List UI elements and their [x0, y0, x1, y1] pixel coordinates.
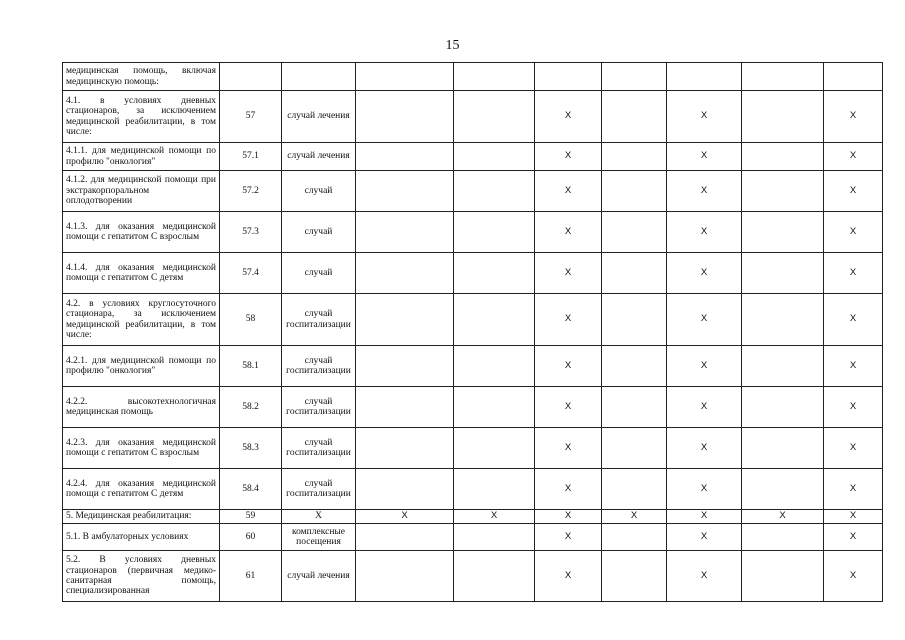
value-cell: X [824, 524, 883, 551]
value-cell [454, 387, 535, 428]
value-cell [454, 428, 535, 469]
value-cell: X [667, 91, 742, 143]
row-number-cell: 57.2 [220, 171, 282, 212]
value-cell [356, 346, 454, 387]
row-name-cell: 5.2. В условиях дневных стационаров (первичная медико-санитарная помощь, специализированная [63, 551, 220, 602]
row-unit-cell: случай лечения [282, 143, 356, 171]
row-unit-cell: случай госпитализации [282, 294, 356, 346]
value-cell [742, 524, 824, 551]
value-cell: X [824, 346, 883, 387]
value-cell: X [535, 524, 602, 551]
value-cell: X [667, 143, 742, 171]
value-cell: X [824, 171, 883, 212]
table-row [63, 428, 883, 469]
value-cell: X [667, 551, 742, 602]
value-cell: X [824, 510, 883, 524]
row-number-cell: 58.1 [220, 346, 282, 387]
value-cell: X [824, 143, 883, 171]
value-cell [454, 346, 535, 387]
row-name-cell: 5. Медицинская реабилитация: [63, 510, 220, 524]
value-cell [356, 551, 454, 602]
value-cell [742, 387, 824, 428]
row-name-cell: 4.2.4. для оказания медицинской помощи с гепатитом С детям [63, 469, 220, 510]
row-number-cell: 60 [220, 524, 282, 551]
value-cell [356, 428, 454, 469]
row-name-cell: 4.1.2. для медицинской помощи при экстракорпоральном оплодотворении [63, 171, 220, 212]
value-cell [742, 253, 824, 294]
value-cell [356, 469, 454, 510]
row-number-cell: 58.3 [220, 428, 282, 469]
row-number-cell: 57 [220, 91, 282, 143]
value-cell: X [667, 294, 742, 346]
value-cell [742, 212, 824, 253]
value-cell [454, 524, 535, 551]
value-cell [602, 469, 667, 510]
table-row [63, 524, 883, 551]
value-cell: X [667, 346, 742, 387]
table-row [63, 171, 883, 212]
row-name-cell: 4.2.1. для медицинской помощи по профилю "онкология" [63, 346, 220, 387]
value-cell [356, 143, 454, 171]
row-unit-cell: случай [282, 212, 356, 253]
row-number-cell: 58.4 [220, 469, 282, 510]
table-row [63, 63, 883, 91]
value-cell: X [667, 524, 742, 551]
value-cell [356, 91, 454, 143]
row-name-cell: 4.1.3. для оказания медицинской помощи с гепатитом С взрослым [63, 212, 220, 253]
value-cell: X [535, 551, 602, 602]
row-number-cell: 58.2 [220, 387, 282, 428]
value-cell [602, 524, 667, 551]
value-cell [742, 63, 824, 91]
value-cell: X [356, 510, 454, 524]
value-cell [356, 294, 454, 346]
value-cell [454, 253, 535, 294]
value-cell: X [824, 428, 883, 469]
value-cell [602, 551, 667, 602]
value-cell: X [667, 428, 742, 469]
value-cell: X [667, 253, 742, 294]
value-cell: X [535, 253, 602, 294]
value-cell: X [824, 91, 883, 143]
value-cell [356, 212, 454, 253]
table-row [63, 253, 883, 294]
value-cell: X [535, 143, 602, 171]
row-number-cell: 57.1 [220, 143, 282, 171]
row-unit-cell: случай лечения [282, 91, 356, 143]
value-cell [602, 91, 667, 143]
value-cell [742, 346, 824, 387]
row-number-cell: 58 [220, 294, 282, 346]
value-cell: X [824, 387, 883, 428]
value-cell: X [667, 469, 742, 510]
table-row [63, 346, 883, 387]
value-cell [356, 63, 454, 91]
value-cell [454, 294, 535, 346]
row-number-cell: 57.3 [220, 212, 282, 253]
value-cell [602, 253, 667, 294]
page-number: 15 [445, 38, 460, 53]
value-cell: X [535, 387, 602, 428]
value-cell: X [824, 212, 883, 253]
value-cell [454, 171, 535, 212]
value-cell: X [535, 294, 602, 346]
value-cell [454, 63, 535, 91]
row-name-cell: 4.1. в условиях дневных стационаров, за исключением медицинской реабилитации, в том числе: [63, 91, 220, 143]
row-name-cell: 4.2. в условиях круглосуточного стационара, за исключением медицинской реабилитации, в том числе: [63, 294, 220, 346]
value-cell [742, 91, 824, 143]
row-number-cell [220, 63, 282, 91]
value-cell: X [824, 253, 883, 294]
value-cell [535, 63, 602, 91]
row-unit-cell: случай [282, 253, 356, 294]
value-cell [602, 171, 667, 212]
value-cell [602, 387, 667, 428]
row-name-cell: 4.2.3. для оказания медицинской помощи с гепатитом С взрослым [63, 428, 220, 469]
value-cell [356, 171, 454, 212]
value-cell: X [535, 212, 602, 253]
value-cell: X [454, 510, 535, 524]
value-cell [667, 63, 742, 91]
value-cell [454, 551, 535, 602]
value-cell: X [535, 428, 602, 469]
value-cell [454, 469, 535, 510]
value-cell [602, 143, 667, 171]
table-row [63, 387, 883, 428]
row-unit-cell: комплексные посещения [282, 524, 356, 551]
value-cell: X [535, 346, 602, 387]
value-cell [602, 63, 667, 91]
row-unit-cell [282, 63, 356, 91]
row-number-cell: 57.4 [220, 253, 282, 294]
row-number-cell: 61 [220, 551, 282, 602]
row-unit-cell: случай госпитализации [282, 346, 356, 387]
value-cell [356, 387, 454, 428]
value-cell [356, 524, 454, 551]
value-cell [454, 143, 535, 171]
value-cell: X [824, 294, 883, 346]
value-cell [742, 469, 824, 510]
value-cell [742, 294, 824, 346]
value-cell [454, 212, 535, 253]
value-cell: X [667, 387, 742, 428]
value-cell [602, 294, 667, 346]
value-cell [742, 551, 824, 602]
value-cell: X [602, 510, 667, 524]
value-cell: X [535, 469, 602, 510]
value-cell: X [742, 510, 824, 524]
row-name-cell: медицинская помощь, включая медицинскую помощь: [63, 63, 220, 91]
row-unit-cell: случай лечения [282, 551, 356, 602]
value-cell [742, 171, 824, 212]
value-cell: X [535, 171, 602, 212]
table-row [63, 469, 883, 510]
table-row [63, 294, 883, 346]
value-cell: X [667, 171, 742, 212]
value-cell [602, 428, 667, 469]
table-row [63, 143, 883, 171]
row-name-cell: 4.1.4. для оказания медицинской помощи с гепатитом С детям [63, 253, 220, 294]
row-name-cell: 4.1.1. для медицинской помощи по профилю "онкология" [63, 143, 220, 171]
value-cell [602, 212, 667, 253]
row-unit-cell: случай госпитализации [282, 428, 356, 469]
data-table [62, 62, 883, 602]
value-cell [602, 346, 667, 387]
value-cell: X [824, 469, 883, 510]
value-cell [824, 63, 883, 91]
row-unit-cell: случай госпитализации [282, 387, 356, 428]
row-unit-cell: X [282, 510, 356, 524]
value-cell [742, 428, 824, 469]
row-unit-cell: случай госпитализации [282, 469, 356, 510]
value-cell: X [824, 551, 883, 602]
value-cell [356, 253, 454, 294]
row-name-cell: 5.1. В амбулаторных условиях [63, 524, 220, 551]
value-cell: X [535, 510, 602, 524]
value-cell: X [667, 212, 742, 253]
value-cell: X [667, 510, 742, 524]
table-row [63, 91, 883, 143]
row-unit-cell: случай [282, 171, 356, 212]
table-row [63, 212, 883, 253]
value-cell [454, 91, 535, 143]
value-cell [742, 143, 824, 171]
row-name-cell: 4.2.2. высокотехнологичная медицинская помощь [63, 387, 220, 428]
row-number-cell: 59 [220, 510, 282, 524]
table-row [63, 551, 883, 602]
table-row [63, 510, 883, 524]
value-cell: X [535, 91, 602, 143]
